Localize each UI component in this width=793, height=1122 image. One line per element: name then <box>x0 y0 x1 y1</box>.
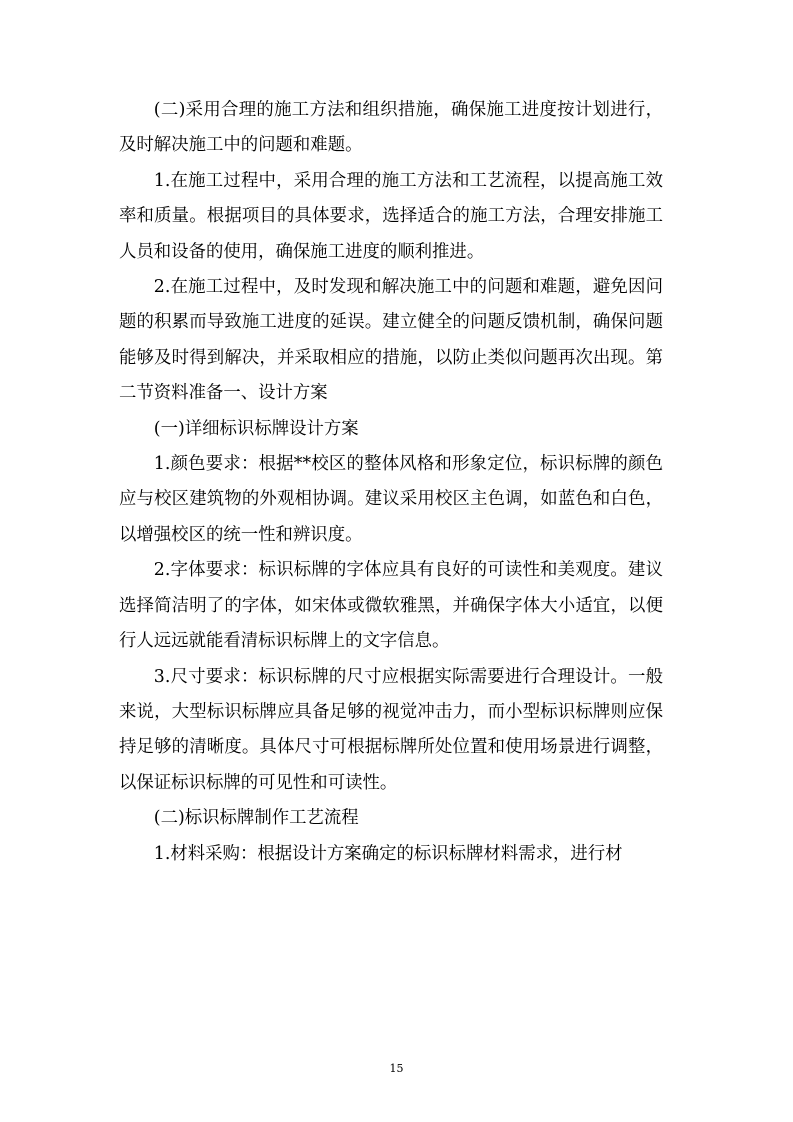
paragraph-font-requirements: 2.字体要求：标识标牌的字体应具有良好的可读性和美观度。建议选择简洁明了的字体，如宋体或微软雅黑，并确保字体大小适宜，以便行人远远就能看清标识标牌上的文字信息。 <box>119 560 663 652</box>
paragraph-methods-process: 1.在施工过程中，采用合理的施工方法和工艺流程，以提高施工效率和质量。根据项目的具体要求，选择适合的施工方法，合理安排施工人员和设备的使用，确保施工进度的顺利推进。 <box>119 170 663 262</box>
section-heading-production-process: (二)标识标牌制作工艺流程 <box>153 808 359 829</box>
paragraph-size-requirements: 3.尺寸要求：标识标牌的尺寸应根据实际需要进行合理设计。一般来说，大型标识标牌应具备足够的视觉冲击力，而小型标识标牌则应保持足够的清晰度。具体尺寸可根据标牌所处位置和使用场景进行调整，以保证标识标牌的可见性和可读性。 <box>119 666 663 793</box>
paragraph-material-procurement: 1.材料采购：根据设计方案确定的标识标牌材料需求，进行材 <box>153 843 623 864</box>
section-heading-sign-design: (一)详细标识标牌设计方案 <box>153 418 359 439</box>
paragraph-problem-solving: 2.在施工过程中，及时发现和解决施工中的问题和难题，避免因问题的积累而导致施工进度的延误。建立健全的问题反馈机制，确保问题能够及时得到解决，并采取相应的措施，以防止类似问题再次出现。第二节资料准备一、设计方案 <box>119 277 663 404</box>
document-body <box>119 93 663 872</box>
paragraph-construction-measures: (二)采用合理的施工方法和组织措施，确保施工进度按计划进行，及时解决施工中的问题和难题。 <box>119 100 663 156</box>
paragraph-color-requirements: 1.颜色要求：根据**校区的整体风格和形象定位，标识标牌的颜色应与校区建筑物的外观相协调。建议采用校区主色调，如蓝色和白色，以增强校区的统一性和辨识度。 <box>119 454 663 545</box>
page-number: 15 <box>389 1062 404 1075</box>
